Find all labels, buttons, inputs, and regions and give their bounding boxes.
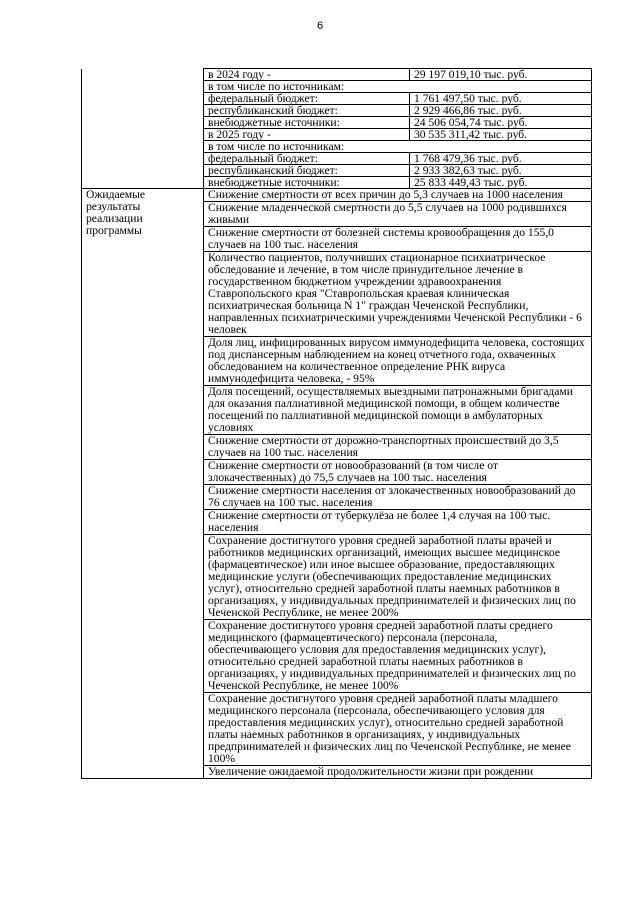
finance-label: в 2024 году - bbox=[204, 69, 410, 80]
result-item: Снижение смертности от дорожно-транспортных происшествий до 3,5 случаев на 100 тыс. населения bbox=[204, 435, 592, 460]
result-item: Количество пациентов, получивших стационарное психиатрическое обследование и лечение, в том числе принудительное лечение в государственном бюджетном учреждении здравоохранения Ставропольского края "Ставропольская краевая клиническая психиатрическая больница N 1" граждан Чеченской Республики, направленных психиатрическими учреждениями Чеченской Республики - 6 человек bbox=[204, 252, 592, 337]
finance-label: в том числе по источникам: bbox=[208, 140, 345, 153]
result-item: Увеличение ожидаемой продолжительности жизни при рождении bbox=[204, 766, 592, 779]
result-item: Сохранение достигнутого уровня средней заработной платы врачей и работников медицинских организаций, имеющих высшее медицинское (фармацевтическое) или иное высшее образование, предоставляющих медицинские услуги (обеспечивающих предоставление медицинских услуг), относительно средней заработной платы наемных работников в организациях, у индивидуальных предпринимателей и физических лиц по Чеченской Республике, не менее 200% bbox=[204, 535, 592, 620]
result-item: Доля лиц, инфицированных вирусом иммунодефицита человека, состоящих под диспансерным наблюдением на конец отчетного года, охваченных обследованием на количественное определение РНК вируса иммунодефицита человека, - 95% bbox=[204, 337, 592, 386]
finance-left-cell bbox=[82, 69, 204, 189]
finance-line bbox=[204, 105, 591, 117]
finance-cell bbox=[204, 69, 592, 189]
result-item: Снижение смертности населения от злокачественных новообразований до 76 случаев на 100 тыс. населения bbox=[204, 485, 592, 510]
finance-row bbox=[82, 69, 592, 189]
finance-label: в том числе по источникам: bbox=[208, 80, 345, 93]
finance-line bbox=[204, 93, 591, 105]
finance-line bbox=[204, 153, 591, 165]
finance-label: республиканский бюджет: bbox=[204, 105, 410, 116]
finance-line bbox=[204, 117, 591, 129]
finance-label: в 2025 году - bbox=[204, 129, 410, 140]
result-item: Снижение смертности от всех причин до 5,3 случаев на 1000 населения bbox=[204, 189, 592, 202]
result-item: Снижение смертности от туберкулёза не более 1,4 случая на 100 тыс. населения bbox=[204, 510, 592, 535]
result-item: Сохранение достигнутого уровня средней заработной платы младшего медицинского персонала (персонала, обеспечивающего условия для предоставления медицинских услуг), относительно средней заработной платы наемных работников в организациях, у индивидуальных предпринимателей и физических лиц по Чеченской Республике, не менее 100% bbox=[204, 693, 592, 766]
finance-value: 1 768 479,36 тыс. руб. bbox=[414, 153, 522, 164]
finance-value: 29 197 019,10 тыс. руб. bbox=[414, 69, 528, 80]
finance-line bbox=[204, 165, 591, 177]
finance-value: 24 506 054,74 тыс. руб. bbox=[414, 117, 528, 128]
finance-label: федеральный бюджет: bbox=[204, 153, 410, 164]
finance-label: федеральный бюджет: bbox=[204, 93, 410, 104]
finance-label: внебюджетные источники: bbox=[204, 177, 410, 188]
finance-line bbox=[204, 177, 591, 188]
finance-value: 2 933 382,63 тыс. руб. bbox=[414, 165, 522, 176]
finance-value: 30 535 311,42 тыс. руб. bbox=[414, 129, 528, 140]
finance-label: внебюджетные источники: bbox=[204, 117, 410, 128]
result-item: Сохранение достигнутого уровня средней заработной платы среднего медицинского (фармацевтического) персонала (персонала, обеспечивающего условия для предоставления медицинских услуг), относительно средней заработной платы наемных работников в организациях, у индивидуальных предпринимателей и физических лиц по Чеченской Республике, не менее 100% bbox=[204, 620, 592, 693]
finance-label: республиканский бюджет: bbox=[204, 165, 410, 176]
expected-results-heading: Ожидаемые результаты реализации программы bbox=[82, 189, 204, 779]
finance-value: 1 761 497,50 тыс. руб. bbox=[414, 93, 522, 104]
result-item: Доля посещений, осуществляемых выездными патронажными бригадами для оказания паллиативной медицинской помощи, в общем количестве посещений по паллиативной медицинской помощи в амбулаторных условиях bbox=[204, 386, 592, 435]
result-item: Снижение младенческой смертности до 5,5 случаев на 1000 родившихся живыми bbox=[204, 202, 592, 227]
finance-value: 25 833 449,43 тыс. руб. bbox=[414, 177, 528, 188]
result-item: Снижение смертности от болезней системы кровообращения до 155,0 случаев на 100 тыс. населения bbox=[204, 227, 592, 252]
finance-line bbox=[204, 81, 591, 93]
program-passport-table bbox=[81, 68, 592, 779]
finance-value: 2 929 466,86 тыс. руб. bbox=[414, 105, 522, 116]
result-row bbox=[82, 189, 592, 202]
page-number: 6 bbox=[316, 20, 324, 32]
finance-line bbox=[204, 141, 591, 153]
result-item: Снижение смертности от новообразований (в том числе от злокачественных) до 75,5 случаев на 100 тыс. населения bbox=[204, 460, 592, 485]
